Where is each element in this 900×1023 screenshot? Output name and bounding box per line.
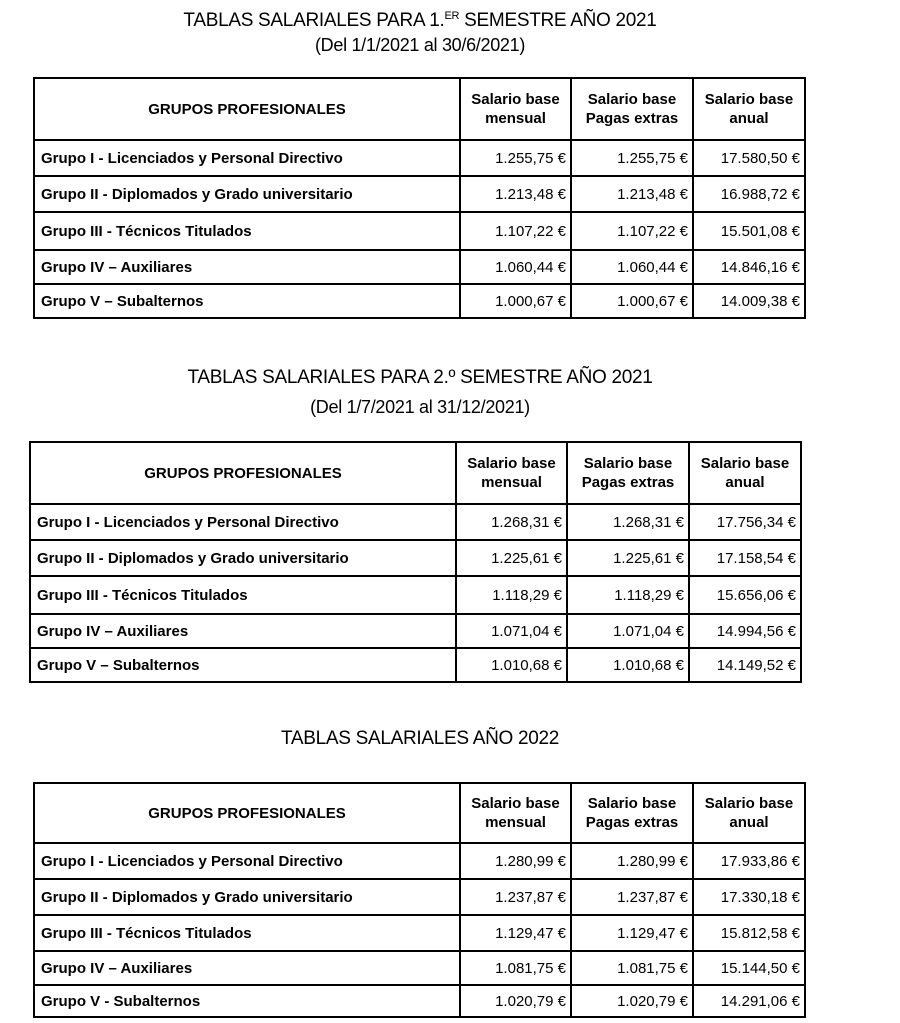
salario-anual: 15.144,50 € xyxy=(693,951,805,985)
table-row xyxy=(34,985,805,1017)
table-1-title-sup: ER xyxy=(444,10,460,22)
pagas-extras: 1.129,47 € xyxy=(571,915,693,951)
salario-mensual: 1.000,67 € xyxy=(460,284,571,318)
table-1-title xyxy=(0,4,840,33)
header-mensual: Salario base mensual xyxy=(460,783,571,843)
salario-anual: 15.501,08 € xyxy=(693,212,805,250)
salary-table-2 xyxy=(29,441,802,683)
pagas-extras: 1.213,48 € xyxy=(571,176,693,212)
table-1-title-main: TABLAS SALARIALES PARA 1. xyxy=(183,10,445,31)
table-row xyxy=(34,212,805,250)
header-anual: Salario base anual xyxy=(693,78,805,140)
salario-anual: 17.158,54 € xyxy=(689,540,801,576)
salario-anual: 15.656,06 € xyxy=(689,576,801,614)
table-row xyxy=(34,140,805,176)
table-row xyxy=(34,284,805,318)
group-name: Grupo I - Licenciados y Personal Directivo xyxy=(30,504,456,540)
table-row xyxy=(30,576,801,614)
salario-anual: 15.812,58 € xyxy=(693,915,805,951)
table-row xyxy=(34,176,805,212)
header-grupos: GRUPOS PROFESIONALES xyxy=(34,78,460,140)
salary-table-3 xyxy=(33,782,806,1018)
group-name: Grupo I - Licenciados y Personal Directivo xyxy=(34,843,460,879)
table-row xyxy=(30,540,801,576)
salario-anual: 17.756,34 € xyxy=(689,504,801,540)
table-1-subtitle: (Del 1/1/2021 al 30/6/2021) xyxy=(314,35,526,55)
group-name: Grupo II - Diplomados y Grado universitario xyxy=(30,540,456,576)
salario-mensual: 1.213,48 € xyxy=(460,176,571,212)
group-name: Grupo IV – Auxiliares xyxy=(34,250,460,284)
header-anual: Salario base anual xyxy=(689,442,801,504)
table-1-title-rest: SEMESTRE AÑO 2021 xyxy=(459,10,657,31)
table-3-title: TABLAS SALARIALES AÑO 2022 xyxy=(280,728,560,749)
pagas-extras: 1.225,61 € xyxy=(567,540,689,576)
salario-anual: 17.330,18 € xyxy=(693,879,805,915)
group-name: Grupo III - Técnicos Titulados xyxy=(34,915,460,951)
salario-mensual: 1.268,31 € xyxy=(456,504,567,540)
table-row xyxy=(34,843,805,879)
salario-mensual: 1.071,04 € xyxy=(456,614,567,648)
pagas-extras: 1.020,79 € xyxy=(571,985,693,1017)
salary-table-1 xyxy=(33,77,806,319)
salario-mensual: 1.129,47 € xyxy=(460,915,571,951)
group-name: Grupo V – Subalternos xyxy=(30,648,456,682)
salario-anual: 14.009,38 € xyxy=(693,284,805,318)
group-name: Grupo III - Técnicos Titulados xyxy=(30,576,456,614)
header-extras: Salario base Pagas extras xyxy=(571,78,693,140)
group-name: Grupo IV – Auxiliares xyxy=(30,614,456,648)
table-row xyxy=(34,915,805,951)
table-row xyxy=(30,648,801,682)
salario-mensual: 1.020,79 € xyxy=(460,985,571,1017)
pagas-extras: 1.268,31 € xyxy=(567,504,689,540)
salario-anual: 17.580,50 € xyxy=(693,140,805,176)
table-header-row xyxy=(30,442,801,504)
table-row xyxy=(34,250,805,284)
salario-mensual: 1.010,68 € xyxy=(456,648,567,682)
salario-mensual: 1.107,22 € xyxy=(460,212,571,250)
table-row xyxy=(30,504,801,540)
pagas-extras: 1.118,29 € xyxy=(567,576,689,614)
salario-mensual: 1.118,29 € xyxy=(456,576,567,614)
pagas-extras: 1.060,44 € xyxy=(571,250,693,284)
group-name: Grupo I - Licenciados y Personal Directivo xyxy=(34,140,460,176)
salario-mensual: 1.060,44 € xyxy=(460,250,571,284)
salario-anual: 14.291,06 € xyxy=(693,985,805,1017)
pagas-extras: 1.280,99 € xyxy=(571,843,693,879)
salario-mensual: 1.280,99 € xyxy=(460,843,571,879)
group-name: Grupo V – Subalternos xyxy=(34,284,460,318)
pagas-extras: 1.000,67 € xyxy=(571,284,693,318)
table-header-row xyxy=(34,783,805,843)
salario-anual: 16.988,72 € xyxy=(693,176,805,212)
salario-anual: 14.149,52 € xyxy=(689,648,801,682)
pagas-extras: 1.010,68 € xyxy=(567,648,689,682)
header-extras: Salario base Pagas extras xyxy=(571,783,693,843)
pagas-extras: 1.107,22 € xyxy=(571,212,693,250)
group-name: Grupo III - Técnicos Titulados xyxy=(34,212,460,250)
pagas-extras: 1.237,87 € xyxy=(571,879,693,915)
header-mensual: Salario base mensual xyxy=(456,442,567,504)
group-name: Grupo II - Diplomados y Grado universitario xyxy=(34,176,460,212)
salario-anual: 17.933,86 € xyxy=(693,843,805,879)
header-mensual: Salario base mensual xyxy=(460,78,571,140)
header-extras: Salario base Pagas extras xyxy=(567,442,689,504)
header-grupos: GRUPOS PROFESIONALES xyxy=(30,442,456,504)
salario-mensual: 1.237,87 € xyxy=(460,879,571,915)
pagas-extras: 1.255,75 € xyxy=(571,140,693,176)
pagas-extras: 1.081,75 € xyxy=(571,951,693,985)
group-name: Grupo IV – Auxiliares xyxy=(34,951,460,985)
table-2-title: TABLAS SALARIALES PARA 2.º SEMESTRE AÑO 2021 xyxy=(187,367,653,388)
salario-mensual: 1.255,75 € xyxy=(460,140,571,176)
group-name: Grupo II - Diplomados y Grado universitario xyxy=(34,879,460,915)
salario-mensual: 1.225,61 € xyxy=(456,540,567,576)
group-name: Grupo V - Subalternos xyxy=(34,985,460,1017)
salario-anual: 14.846,16 € xyxy=(693,250,805,284)
salario-mensual: 1.081,75 € xyxy=(460,951,571,985)
salario-anual: 14.994,56 € xyxy=(689,614,801,648)
table-row xyxy=(34,951,805,985)
table-header-row xyxy=(34,78,805,140)
header-grupos: GRUPOS PROFESIONALES xyxy=(34,783,460,843)
header-anual: Salario base anual xyxy=(693,783,805,843)
table-row xyxy=(30,614,801,648)
pagas-extras: 1.071,04 € xyxy=(567,614,689,648)
table-row xyxy=(34,879,805,915)
table-2-subtitle: (Del 1/7/2021 al 31/12/2021) xyxy=(310,397,530,417)
